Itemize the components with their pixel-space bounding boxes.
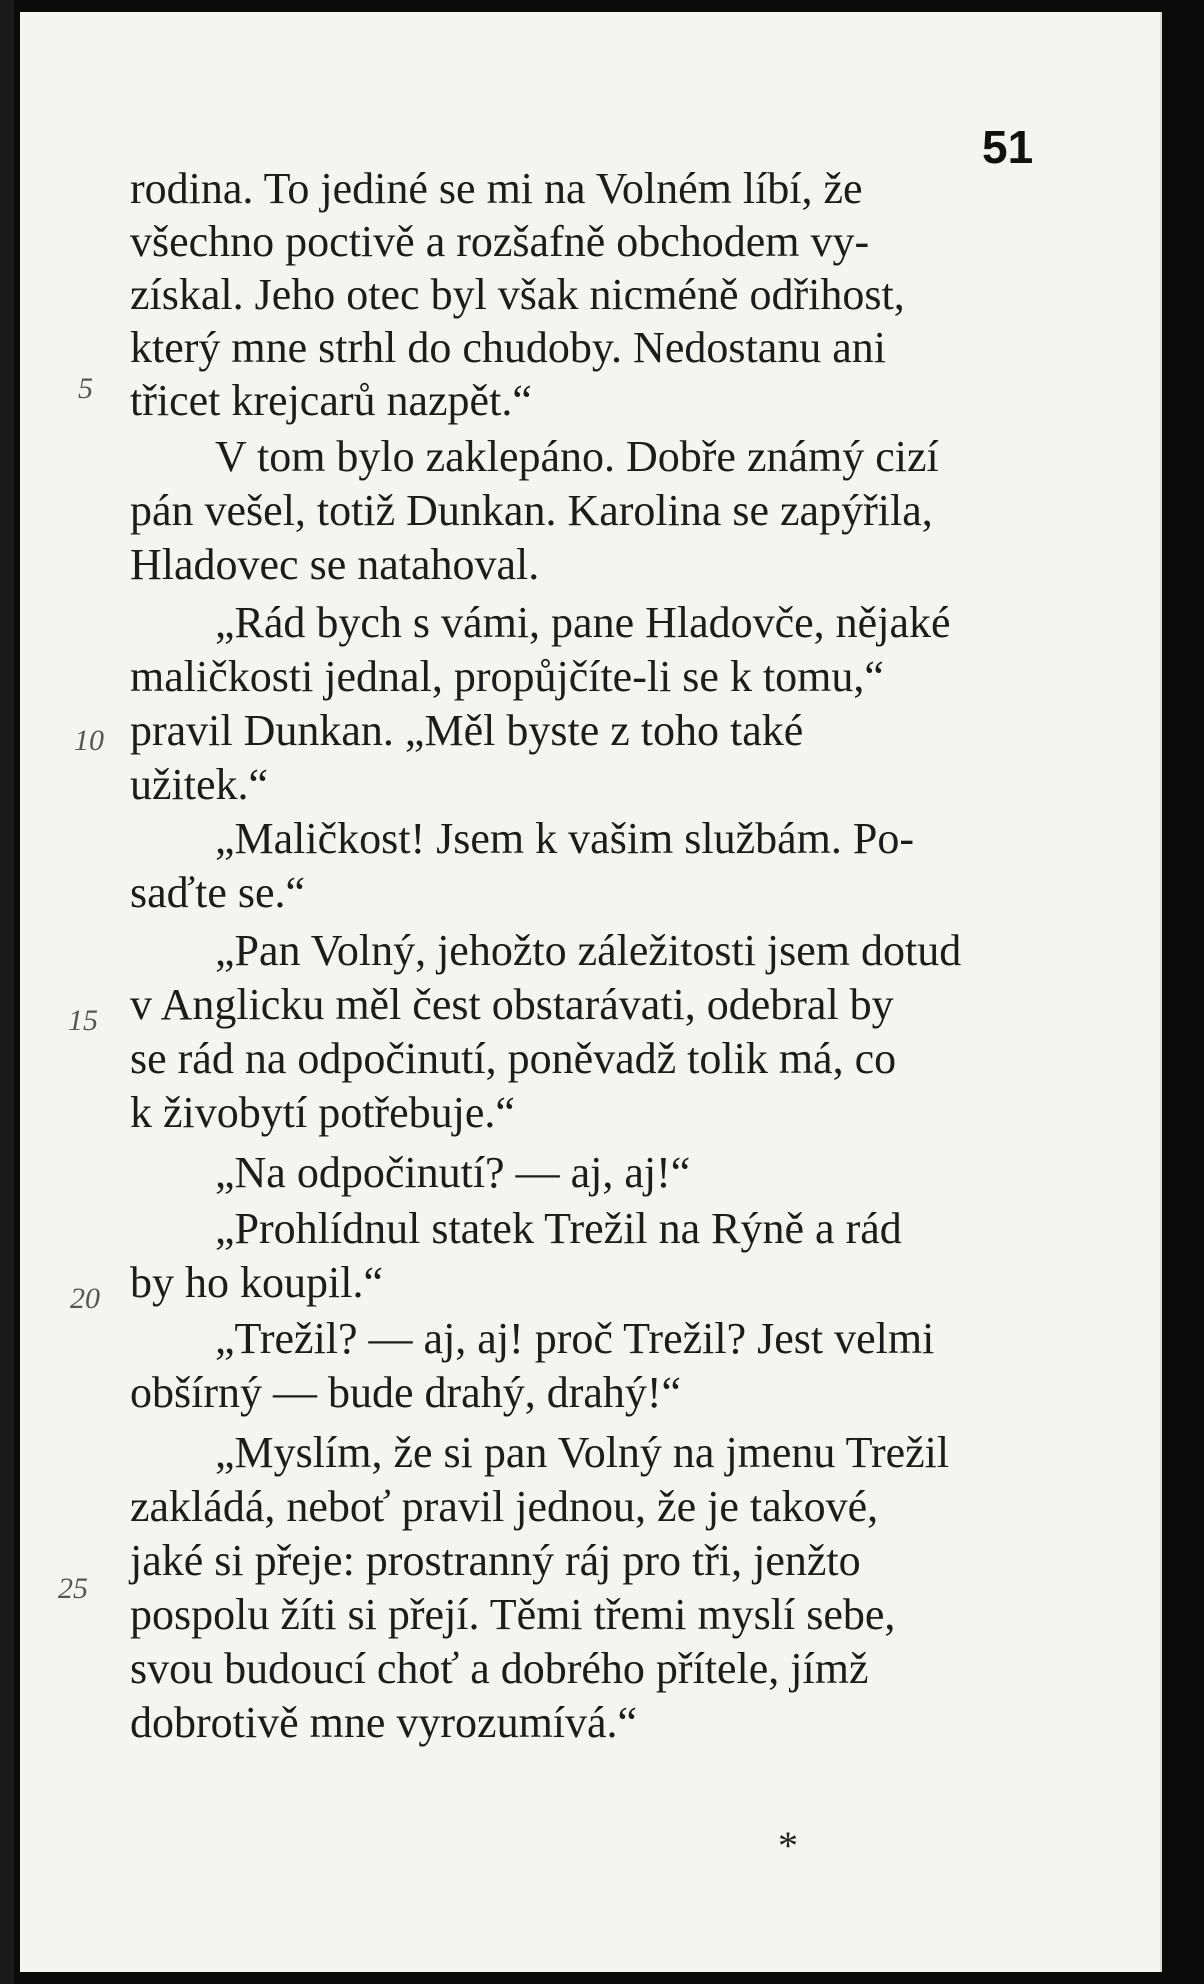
margin-line-number: 25 <box>58 1572 88 1605</box>
text-line: by ho koupil.“ <box>130 1258 383 1307</box>
text-line: který mne strhl do chudoby. Nedostanu ani <box>130 323 886 372</box>
text-line: saďte se.“ <box>130 868 306 917</box>
text-line: „Prohlídnul statek Trežil na Rýně a rád <box>215 1204 902 1253</box>
text-line: „Trežil? — aj, aj! proč Trežil? Jest velmi <box>215 1314 935 1363</box>
text-line: se rád na odpočinutí, poněvadž tolik má, co <box>130 1034 897 1083</box>
text-line: maličkosti jednal, propůjčíte-li se k tomu,“ <box>130 652 884 701</box>
text-line: svou budoucí choť a dobrého přítele, jímž <box>130 1644 869 1693</box>
text-line: V tom bylo zaklepáno. Dobře známý cizí <box>215 432 939 481</box>
scan-left-edge <box>0 0 14 1984</box>
text-line: pravil Dunkan. „Měl byste z toho také <box>130 706 804 755</box>
text-line: všechno poctivě a rozšafně obchodem vy- <box>130 217 870 266</box>
text-line: dobrotivě mne vyrozumívá.“ <box>130 1698 638 1747</box>
text-line: jaké si přeje: prostranný ráj pro tři, jenžto <box>130 1536 861 1585</box>
text-line: „Pan Volný, jehožto záležitosti jsem dotud <box>215 926 962 975</box>
margin-line-number: 5 <box>78 372 93 405</box>
text-line: „Na odpočinutí? — aj, aj!“ <box>215 1148 691 1197</box>
book-page <box>20 12 1162 1972</box>
text-line: pospolu žíti si přejí. Těmi třemi myslí sebe, <box>130 1590 896 1639</box>
text-line: „Maličkost! Jsem k vašim službám. Po- <box>215 814 915 863</box>
text-line: Hladovec se natahoval. <box>130 540 540 589</box>
text-line: užitek.“ <box>130 760 269 809</box>
text-line: „Rád bych s vámi, pane Hladovče, nějaké <box>215 598 951 647</box>
text-line: získal. Jeho otec byl však nicméně odřihost, <box>130 270 905 319</box>
page-number: 51 <box>982 121 1034 173</box>
text-line: obšírný — bude drahý, drahý!“ <box>130 1368 682 1417</box>
footer-asterisk: * <box>778 1823 798 1868</box>
margin-line-number: 10 <box>74 724 104 757</box>
text-line: k živobytí potřebuje.“ <box>130 1088 515 1137</box>
text-line: třicet krejcarů nazpět.“ <box>130 376 532 425</box>
text-line: zakládá, neboť pravil jednou, že je takové, <box>130 1482 879 1531</box>
margin-line-number: 20 <box>70 1282 100 1315</box>
text-line: v Anglicku měl čest obstarávati, odebral by <box>130 980 894 1029</box>
margin-line-number: 15 <box>68 1004 98 1037</box>
text-line: pán vešel, totiž Dunkan. Karolina se zapýřila, <box>130 486 933 535</box>
text-line: „Myslím, že si pan Volný na jmenu Trežil <box>215 1428 950 1477</box>
text-line: rodina. To jediné se mi na Volném líbí, že <box>130 164 863 213</box>
